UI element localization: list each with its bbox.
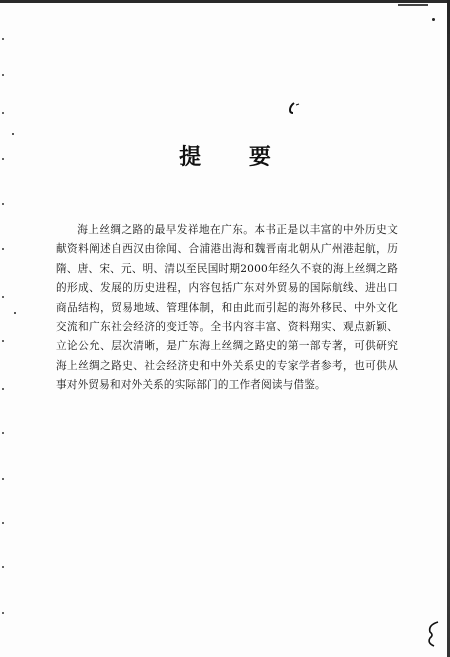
- scan-edge-left: [2, 0, 8, 657]
- scan-speck: [14, 312, 16, 314]
- scan-edge-top: [0, 0, 450, 3]
- corner-mark-icon: [424, 619, 444, 649]
- pen-mark-icon: [287, 101, 301, 115]
- page-title: 提 要: [179, 145, 291, 170]
- abstract-paragraph: 海上丝绸之路的最早发祥地在广东。本书正是以丰富的中外历史文献资料阐述自西汉由徐闻、合浦港出海和魏晋南北朝从广州港起航，历隋、唐、宋、元、明、清以至民国时期2000年经久不衰的海上丝绸之路的形成、发展的历史进程，内容包括广东对外贸易的国际航线、进出口商品结构，贸易地域、管理体制，和由此而引起的海外移民、中外文化交流和广东社会经济的变迁等。全书内容丰富、资料翔实、观点新颖、立论公允、层次清晰，是广东海上丝绸之路史的第一部专著，可供研究海上丝绸之路史、社会经济史和中外关系史的专家学者参考，也可供从事对外贸易和对外关系的实际部门的工作者阅读与借鉴。: [56, 224, 398, 392]
- scan-speck: [12, 133, 14, 135]
- scan-mark-top-right: [398, 4, 428, 14]
- scan-speck: [432, 18, 435, 21]
